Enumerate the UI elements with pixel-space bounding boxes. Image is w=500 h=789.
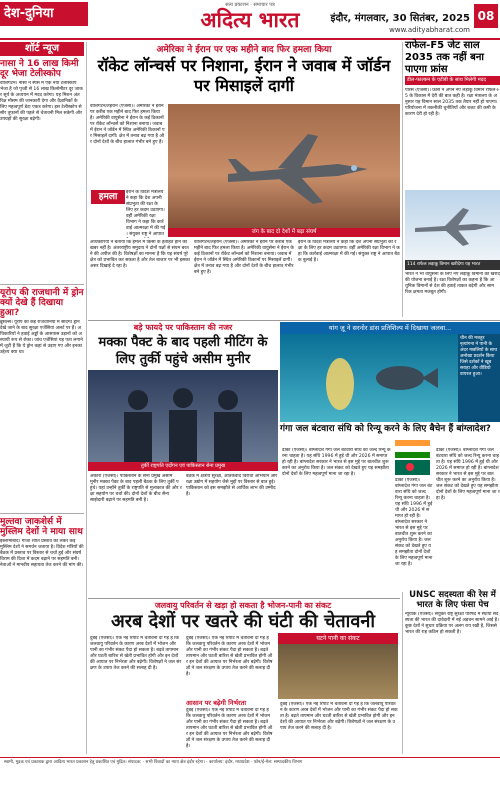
climate-body: दुबई (एजेंसी)। एक नई रिपोर्ट में चेतावनी दी गई है कि जलवायु परिवर्तन के कारण अरब देशों में भोजन और पानी का गंभीर संकट पैदा हो सकता है। बढ़ते तापमान और घटती बारिश से खेती प्रभावित होगी और इन देशों की आयात पर निर्भरता और बढ़ेगी। विशेषज्ञों ने जल संरक्षण के उपाय तेज करने की सलाह दी है। bbox=[280, 702, 398, 731]
leaders-photo bbox=[88, 370, 278, 462]
people-icon bbox=[88, 370, 278, 462]
rafale-body: पेरिस (एजेंसी)। फ्रांस ने अपने नए लड़ाकू विमान राफेल-F5 के विकास में देरी की बात कही है। रक्षा मंत्रालय के अनुसार यह विमान साल 2035 तक तैयार नहीं हो पाएगा। परियोजना में तकनीकी चुनौतियों और बजट की कमी के कारण देरी हो रही है। bbox=[405, 88, 500, 117]
image-caption: जंग के बाद दो देशों में बढ़ा संघर्ष bbox=[168, 228, 400, 237]
fish-dance-banner[interactable]: यांग ज़ू ने सरनोर डांस प्रतिशिल्प में दिखाया जलवा... bbox=[280, 322, 500, 334]
climate-body: दुबई (एजेंसी)। एक नई रिपोर्ट में चेतावनी दी गई है कि जलवायु परिवर्तन के कारण अरब देशों में भोजन और पानी का गंभीर संकट पैदा हो सकता है। बढ़ते तापमान और घटती बारिश से खेती प्रभावित होगी और इन देशों की आयात पर निर्भरता और बढ़ेगी। विशेषज्ञों ने जल संरक्षण के उपाय तेज करने की सलाह दी है। bbox=[90, 636, 182, 671]
climate-body: दुबई (एजेंसी)। एक नई रिपोर्ट में चेतावनी दी गई है कि जलवायु परिवर्तन के कारण अरब देशों में भोजन और पानी का गंभीर संकट पैदा हो सकता है। बढ़ते तापमान और घटती बारिश से खेती प्रभावित होगी और इन देशों की आयात पर निर्भरता और बढ़ेगी। विशेषज्ञों ने जल संरक्षण के उपाय तेज करने की सलाह दी है। bbox=[186, 708, 273, 749]
unsc-headline[interactable]: UNSC सदस्यता की रेस में भारत के लिए फंसा पेच bbox=[409, 590, 496, 610]
rafale-body: भारत ने भी वायुसेना के लिए नए लड़ाकू विमानों की खरीद की योजना बनाई है। रक्षा विशेषज्ञों का कहना है कि आधुनिक विमानों से देश की हवाई ताकत बढ़ेगी और सामरिक क्षमता मजबूत होगी। bbox=[405, 272, 500, 295]
divider bbox=[88, 320, 500, 321]
news-headline[interactable]: मुल्तवा जाकशेर्स में मुस्लिम देशों ने माया साथ bbox=[0, 517, 83, 537]
flags-image bbox=[395, 440, 430, 475]
rafale-jet-image bbox=[405, 190, 500, 260]
divider bbox=[0, 513, 84, 514]
news-body: वॉशिंगटन। नासा ने स्पेस में एक नया टेलीस्कोप भेजा है जो पृथ्वी से 16 लाख किलोमीटर दूर जाकर सूर्य के अध्ययन में मदद करेगा। यह मिशन अंतरिक्ष मौसम की जानकारी देगा और वैज्ञानिकों के लिए महत्वपूर्ण डेटा एकत्र करेगा। इस टेलीस्कोप से सौर तूफानों की पहले से चेतावनी मिल सकेगी और उपग्रहों की सुरक्षा बढ़ेगी। bbox=[0, 81, 83, 122]
fighter-jet-image bbox=[168, 104, 400, 234]
logo[interactable] bbox=[180, 2, 320, 36]
column-divider bbox=[402, 42, 403, 317]
unsc-body: न्यूयॉर्क (एजेंसी)। संयुक्त राष्ट्र सुरक्षा परिषद में स्थायी सदस्यता की भारत की दावेदारी में नई अड़चन सामने आई है। कुछ देशों ने सुधार प्रक्रिया पर अलग राय रखी है, जिससे भारत की राह कठिन हो सकती है। bbox=[405, 612, 499, 635]
munir-headline[interactable]: मक्का पैक्ट के बाद पहली मीटिंग के लिए तुर्की पहुंचे असीम मुनीर bbox=[98, 335, 268, 367]
left-column bbox=[0, 42, 84, 754]
jet-icon bbox=[405, 190, 500, 260]
attack-tag: हमला bbox=[91, 190, 125, 204]
image-caption: तुर्की राष्ट्रपति एर्दोगन एवं पाकिस्तान सेना प्रमुख bbox=[88, 462, 278, 471]
climate-body: दुबई (एजेंसी)। एक नई रिपोर्ट में चेतावनी दी गई है कि जलवायु परिवर्तन के कारण अरब देशों में भोजन और पानी का गंभीर संकट पैदा हो सकता है। बढ़ते तापमान और घटती बारिश से खेती प्रभावित होगी और इन देशों की आयात पर निर्भरता और बढ़ेगी। विशेषज्ञों ने जल संरक्षण के उपाय तेज करने की सलाह दी है। bbox=[186, 636, 273, 677]
rafale-subhead: डील-फाल्कन के एटीबी के साथ मिलेगी मदद bbox=[405, 76, 500, 85]
masthead bbox=[0, 0, 500, 40]
column-divider bbox=[86, 42, 87, 754]
dateline: इंदौर, मंगलवार, 30 सितंबर, 2025 bbox=[330, 13, 470, 24]
section-label: देश-दुनिया bbox=[0, 2, 88, 26]
top-story-headline[interactable]: रॉकेट लॉन्चर्स पर निशाना, ईरान ने जवाब में जॉर्डन पर मिसाइलें दागीं bbox=[97, 56, 391, 95]
logo-name: अदित्य भारत bbox=[200, 7, 300, 32]
news-headline[interactable]: नासा ने 16 लाख किमी दूर भेजा टेलीस्कोप bbox=[0, 59, 79, 79]
ganga-body: ढाका (एजेंसी)। बांग्लादेश गंगा जल बंटवारा संधि को जल्द रिन्यू करना चाहता है। यह संधि 1996 में हुई थी और 2026 में समाप्त हो रही है। बांग्लादेश सरकार ने भारत से इस मुद्दे पर बातचीत शुरू करने का अनुरोध किया है। जल संकट को देखते हुए यह समझौता दोनों देशों के लिए महत्वपूर्ण माना जा रहा है। bbox=[282, 448, 391, 477]
short-news-label: शॉर्ट न्यूज bbox=[0, 42, 84, 56]
footer: स्वामी, मुद्रक एवं प्रकाशक द्वारा आदित्य भारत प्रकाशन हेतु प्रकाशित एवं मुद्रित। संपादक: · सभी विवादों का न्याय क्षेत्र इंदौर रहेगा। · कार्यालय: इंदौर, मध्यप्रदेश · फोन/ई-मेल: सम्पादकीय विभाग bbox=[0, 757, 500, 789]
top-story-body: अधिकारियों ने बताया कि हमले में किसी के हताहत होने की खबर नहीं है। अंतरराष्ट्रीय समुदाय ने दोनों पक्षों से संयम बरतने की अपील की है। विशेषज्ञों का मानना है कि यह संघर्ष पूरे क्षेत्र को प्रभावित कर सकता है और तेल बाजार पर भी इसका असर दिखाई दे रहा है। bbox=[90, 240, 190, 269]
image-caption: 114 राफेल लड़ाकू विमान खरीदेगा यह भारत bbox=[405, 260, 500, 270]
fish-icon bbox=[280, 334, 458, 422]
top-story-body: वॉशिंगटन/तेहरान (एजेंसी)। अमेरिका ने ईरान पर करीब एक महीने बाद फिर हमला किया है। अमेरिकी वायुसेना ने ईरान के कई ठिकानों पर रॉकेट लॉन्चर्स को निशाना बनाया। जवाब में ईरान ने जॉर्डन में स्थित अमेरिकी ठिकानों पर मिसाइलें दागीं। क्षेत्र में तनाव बढ़ गया है और दोनों देशों के बीच हालात गंभीर बने हुए हैं। bbox=[194, 240, 294, 275]
news-body: इस्लामाबाद। गाजा शांति प्रस्ताव को लेकर कई मुस्लिम देशों ने समर्थन जताया है। विदेश मंत्रियों की बैठक में प्रस्ताव पर विस्तार से चर्चा हुई और संघर्षविराम की दिशा में कदम बढ़ाने पर सहमति बनी। नेताओं ने मानवीय सहायता तेज करने की मांग की। bbox=[0, 539, 84, 568]
ganga-body: ढाका (एजेंसी)। बांग्लादेश गंगा जल बंटवारा संधि को जल्द रिन्यू करना चाहता है। यह संधि 1996 में हुई थी और 2026 में समाप्त हो रही है। बांग्लादेश सरकार ने भारत से इस मुद्दे पर बातचीत शुरू करने का अनुरोध किया है। जल संकट को देखते हुए यह समझौता दोनों देशों के लिए महत्वपूर्ण माना जा रहा है। bbox=[395, 478, 433, 567]
climate-tag: घटने पानी का संकट bbox=[278, 633, 398, 644]
fish-side-text: चीन की मशहूर नृत्यांगना ने पानी के अंदर मछलियों के साथ अनोखा प्रदर्शन किया जिसे दर्शकों ने खूब सराहा और वीडियो वायरल हुआ। bbox=[458, 334, 500, 422]
dry-land-image bbox=[278, 644, 398, 699]
news-headline[interactable]: यूरोप की राजधानी में ड्रोन क्यों देखे हैं दिखाया हुआ? bbox=[0, 288, 84, 318]
news-body: ब्रुसेल्स। यूरोप की कई राजधानियों में संदिग्ध ड्रोन देखे जाने के बाद सुरक्षा एजेंसियां अलर्ट पर हैं। अधिकारियों ने हवाई अड्डों के आसपास उड़ानों को अस्थायी रूप से रोका। जांच एजेंसियां यह पता लगाने में जुटी हैं कि ये ड्रोन कहां से उड़ाए गए और इनका उद्देश्य क्या था। bbox=[0, 320, 83, 355]
top-story-body: ईरान के विदेश मंत्रालय ने कहा कि देश अपनी संप्रभुता की रक्षा के लिए हर कदम उठाएगा। वहीं अमेरिकी रक्षा विभाग ने कहा कि कार्रवाई आत्मरक्षा में की गई। संयुक्त राष्ट्र ने आपात बैठक बुलाई है। bbox=[298, 240, 400, 263]
flag-icon bbox=[395, 440, 430, 475]
ganga-headline[interactable]: गंगा जल बंटवारा संधि को रिन्यू करने के लिए बैचेन हैं बांग्लादेश? bbox=[280, 424, 491, 434]
munir-body: अंकारा (एजेंसी)। पाकिस्तान के सेना प्रमुख असीम मुनीर मक्का पैक्ट के बाद पहली बैठक के लिए तुर्की पहुंचे। यहां उन्होंने तुर्की के राष्ट्रपति से मुलाकात की और रक्षा सहयोग पर चर्चा की। दोनों देशों के बीच सैन्य साझेदारी बढ़ाने पर सहमति बनी है। bbox=[90, 474, 182, 503]
rafale-headline[interactable]: राफेल-F5 जेट साल 2035 तक नहीं बना पाएगा फ्रांस bbox=[405, 40, 484, 75]
underwater-dance-image bbox=[280, 334, 458, 422]
ganga-body: ढाका (एजेंसी)। बांग्लादेश गंगा जल बंटवारा संधि को जल्द रिन्यू करना चाहता है। यह संधि 1996 में हुई थी और 2026 में समाप्त हो रही है। बांग्लादेश सरकार ने भारत से इस मुद्दे पर बातचीत शुरू करने का अनुरोध किया है। जल संकट को देखते हुए यह समझौता दोनों देशों के लिए महत्वपूर्ण माना जा रहा है। bbox=[436, 448, 500, 501]
climate-headline[interactable]: अरब देशों पर खतरे की घंटी की चेतावनी bbox=[110, 611, 375, 632]
divider bbox=[0, 284, 84, 285]
divider bbox=[88, 598, 400, 599]
page-number: 08 bbox=[474, 4, 498, 28]
logo-tagline: सत्य प्रकाशन · समाचार पत्र bbox=[225, 2, 275, 8]
column-divider bbox=[402, 592, 403, 754]
top-story-kicker: अमेरिका ने ईरान पर एक महीने बाद फिर हमला किया bbox=[156, 45, 332, 55]
climate-kicker: जलवायु परिवर्तन से खड़ा हो सकता है भोजन-पानी का संकट bbox=[154, 601, 332, 610]
munir-kicker: बड़े फायदे पर पाकिस्तान की नजर bbox=[133, 323, 233, 332]
top-story-body: ईरान के विदेश मंत्रालय ने कहा कि देश अपनी संप्रभुता की रक्षा के लिए हर कदम उठाएगा। वहीं अमेरिकी रक्षा विभाग ने कहा कि कार्रवाई आत्मरक्षा में की गई। संयुक्त राष्ट्र ने आपात bbox=[126, 190, 166, 237]
climate-subhead: आसान पर बढ़ेगी निर्भरता bbox=[186, 699, 247, 707]
website-link[interactable]: www.adityabharat.com bbox=[389, 26, 470, 34]
top-story-body: वॉशिंगटन/तेहरान (एजेंसी)। अमेरिका ने ईरान पर करीब एक महीने बाद फिर हमला किया है। अमेरिकी वायुसेना ने ईरान के कई ठिकानों पर रॉकेट लॉन्चर्स को निशाना बनाया। जवाब में ईरान ने जॉर्डन में स्थित अमेरिकी ठिकानों पर मिसाइलें दागीं। क्षेत्र में तनाव बढ़ गया है और दोनों देशों के बीच हालात गंभीर बने हुए हैं। bbox=[90, 104, 165, 145]
munir-body: बैठक में क्षेत्रीय सुरक्षा, आतंकवाद विरोधी अभियान और रक्षा उद्योग में सहयोग जैसे मुद्दों पर विस्तार से बात हुई। पाकिस्तान को इस समझौते से आर्थिक लाभ की उम्मीद है। bbox=[186, 474, 278, 497]
fighter-jet-icon bbox=[168, 104, 400, 234]
